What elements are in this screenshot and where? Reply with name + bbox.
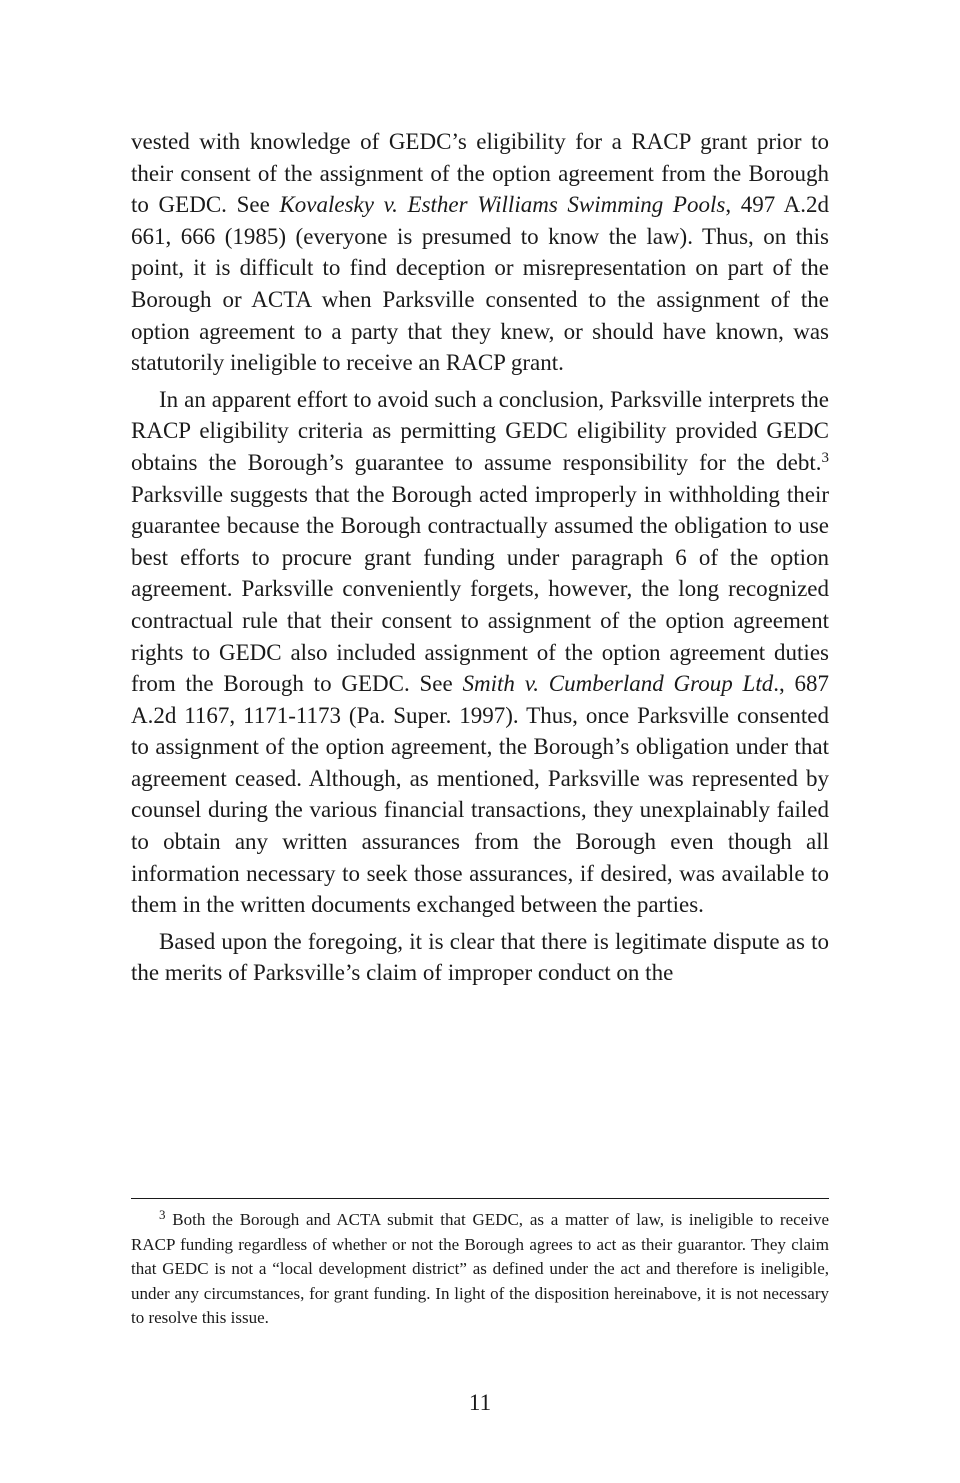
footnote-reference[interactable]: 3 [821, 449, 829, 466]
footnote [131, 1208, 829, 1331]
footnote-text: Both the Borough and ACTA submit that GEDC, as a matter of law, is ineligible to receive RACP funding regardless of whether or not the Borough agrees to act as their guarantor. They claim that GEDC is not a “local development district” as defined under the act and therefore is ineligible, under any circumstances, for grant funding. In light of the disposition hereinabove, it is not necessary to resolve this issue. [131, 1210, 829, 1327]
footnote-number: 3 [159, 1207, 166, 1222]
body-text [131, 126, 829, 989]
case-citation-kovalesky: Kovalesky v. Esther Williams Swimming Pools [279, 192, 726, 218]
paragraph-3: Based upon the foregoing, it is clear that there is legitimate dispute as to the merits of Parksville’s claim of improper conduct on the [131, 928, 829, 986]
case-citation-smith: Smith v. Cumberland Group Ltd [462, 671, 774, 697]
paragraph-2: In an apparent effort to avoid such a conclusion, Parksville interprets the RACP eligibility criteria as permitting GEDC eligibility provided GEDC obtains the Borough’s guarantee to assume responsibility for the debt.$^3$ Parksville suggests that the Borough acted improperly in withholding their guarantee because the Borough contractually assumed the obligation to use best efforts to procure grant funding under paragraph 6 of the option agreement. Parksville conveniently forgets, however, the long recognized contractual rule that their consent to assignment of the option agreement rights to GEDC also included assignment of the option agreement duties from the Borough to GEDC. See Smith v. Cumberland Group Ltd., 687 A.2d 1167, 1171-1173 (Pa. Super. 1997). Thus, once Parksville consented to assignment of the option agreement, the Borough’s obligation under that agreement ceased. Although, as mentioned, Parksville was represented by counsel during the various financial transactions, they unexplainably failed to obtain any written assurances from the Borough even though all information necessary to seek those assurances, if desired, was available to them in the written documents exchanged between the parties. [131, 386, 830, 918]
paragraph-1: vested with knowledge of GEDC’s eligibility for a RACP grant prior to their consent of the assignment of the option agreement from the Borough to GEDC. See Kovalesky v. Esther Williams Swimming Pools, 497 A.2d 661, 666 (1985) (everyone is presumed to know the law). Thus, on this point, it is difficult to find deception or misrepresentation on part of the Borough or ACTA when Parksville consented to the assignment of the option agreement to a party that they knew, or should have known, was statutorily ineligible to receive an RACP grant. [131, 129, 829, 376]
footnote-divider [131, 1198, 829, 1199]
page-number: 11 [468, 1390, 492, 1415]
